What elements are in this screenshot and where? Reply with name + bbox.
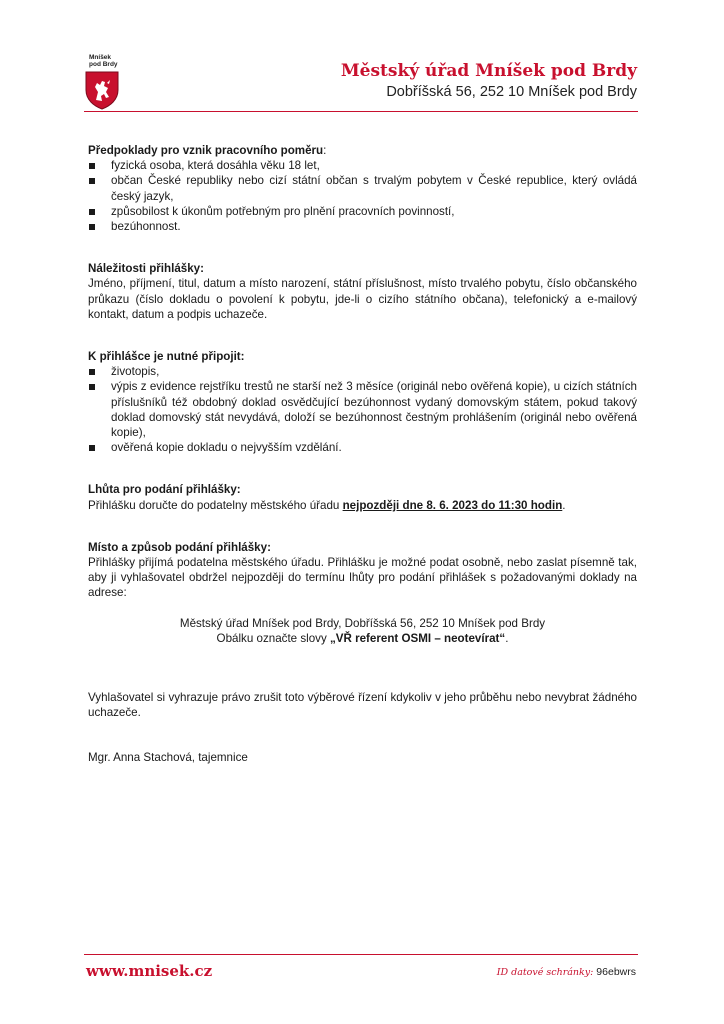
section-reservation [88, 690, 637, 720]
databox-value: 96ebwrs [596, 966, 636, 978]
heading-suffix: : [323, 144, 327, 157]
list-item: životopis, [88, 364, 637, 379]
shield-lion-icon [83, 70, 121, 110]
section-prerequisites [88, 143, 637, 234]
logo-line-1: Mníšek [89, 54, 112, 61]
heading-text: Předpoklady pro vznik pracovního poměru [88, 144, 324, 157]
document-body [88, 143, 637, 793]
envelope-marking [88, 631, 637, 646]
deadline-text [88, 498, 637, 513]
databox-label: ID datové schránky: [496, 967, 594, 978]
section-signature [88, 750, 637, 765]
section-heading: Náležitosti přihlášky: [88, 262, 204, 276]
office-header [341, 60, 637, 102]
list-item: výpis z evidence rejstříku trestů ne starší než 3 měsíce (originál nebo ověřená kopie), u cizích státních příslušníků též obdobný doklad osvědčující bezúhonnost vydaný domovským státem, pokud takový doklad domovský stát nevydává, doloží se bezúhonnost čestným prohlášením (originál nebo ověřená kopie), [88, 379, 637, 440]
footer-website-link[interactable]: www.mnisek.cz [86, 962, 213, 980]
list-item: způsobilost k úkonům potřebným pro plnění pracovních povinností, [88, 204, 637, 219]
submission-text: Přihlášky přijímá podatelna městského úřadu. Přihlášku je možné podat osobně, nebo zaslat písemně tak, aby ji vyhlašovatel obdržel nejpozději do termínu lhůty pro podání přihlášek s požadovanými doklady na adrese: [88, 556, 637, 600]
list-item: bezúhonnost. [88, 219, 637, 234]
section-heading: K přihlášce je nutné připojit: [88, 350, 245, 364]
envelope-text-after: . [505, 631, 509, 645]
requirements-text: Jméno, příjmení, titul, datum a místo narození, státní příslušnost, místo trvalého pobytu, číslo občanského průkazu (číslo dokladu o povolení k pobytu, jde-li o cizího státního občana), telefonický a e-mailový kontakt, datum a podpis uchazeče. [88, 277, 637, 321]
reservation-text: Vyhlašovatel si vyhrazuje právo zrušit toto výběrové řízení kdykoliv v jeho průběhu nebo nevybrat žádného uchazeče. [88, 691, 637, 720]
attachments-list [88, 364, 637, 455]
section-requirements [88, 261, 637, 322]
signature-text: Mgr. Anna Stachová, tajemnice [88, 751, 248, 765]
deadline-text-before: Přihlášku doručte do podatelny městského úřadu [88, 498, 343, 512]
municipal-coat-of-arms [83, 54, 121, 110]
submission-address: Městský úřad Mníšek pod Brdy, Dobříšská 56, 252 10 Mníšek pod Brdy [179, 616, 546, 630]
section-heading [88, 143, 637, 158]
deadline-date: nejpozději dne 8. 6. 2023 do 11:30 hodin [342, 498, 563, 512]
section-deadline [88, 482, 637, 512]
list-item: občan České republiky nebo cizí státní občan s trvalým pobytem v České republice, který ovládá český jazyk, [88, 173, 637, 203]
section-heading: Lhůta pro podání přihlášky: [88, 483, 241, 497]
section-heading: Místo a způsob podání přihlášky: [88, 540, 271, 554]
envelope-text-before: Obálku označte slovy [216, 631, 330, 645]
deadline-text-after: . [562, 498, 566, 512]
logo-text [83, 54, 121, 68]
section-attachments [88, 349, 637, 455]
section-submission [88, 540, 637, 646]
footer-databox [497, 966, 636, 978]
footer-divider [84, 954, 638, 955]
logo-line-2: pod Brdy [89, 61, 118, 68]
submission-address-block [88, 616, 637, 646]
header-divider [84, 111, 638, 112]
envelope-label: „VŘ referent OSMI – neotevírat“ [329, 631, 506, 645]
office-name: Městský úřad Mníšek pod Brdy [340, 61, 637, 81]
office-address: Dobříšská 56, 252 10 Mníšek pod Brdy [386, 84, 637, 100]
list-item: ověřená kopie dokladu o nejvyšším vzdělání. [88, 440, 637, 455]
prerequisites-list [88, 158, 637, 234]
list-item: fyzická osoba, která dosáhla věku 18 let, [88, 158, 637, 173]
